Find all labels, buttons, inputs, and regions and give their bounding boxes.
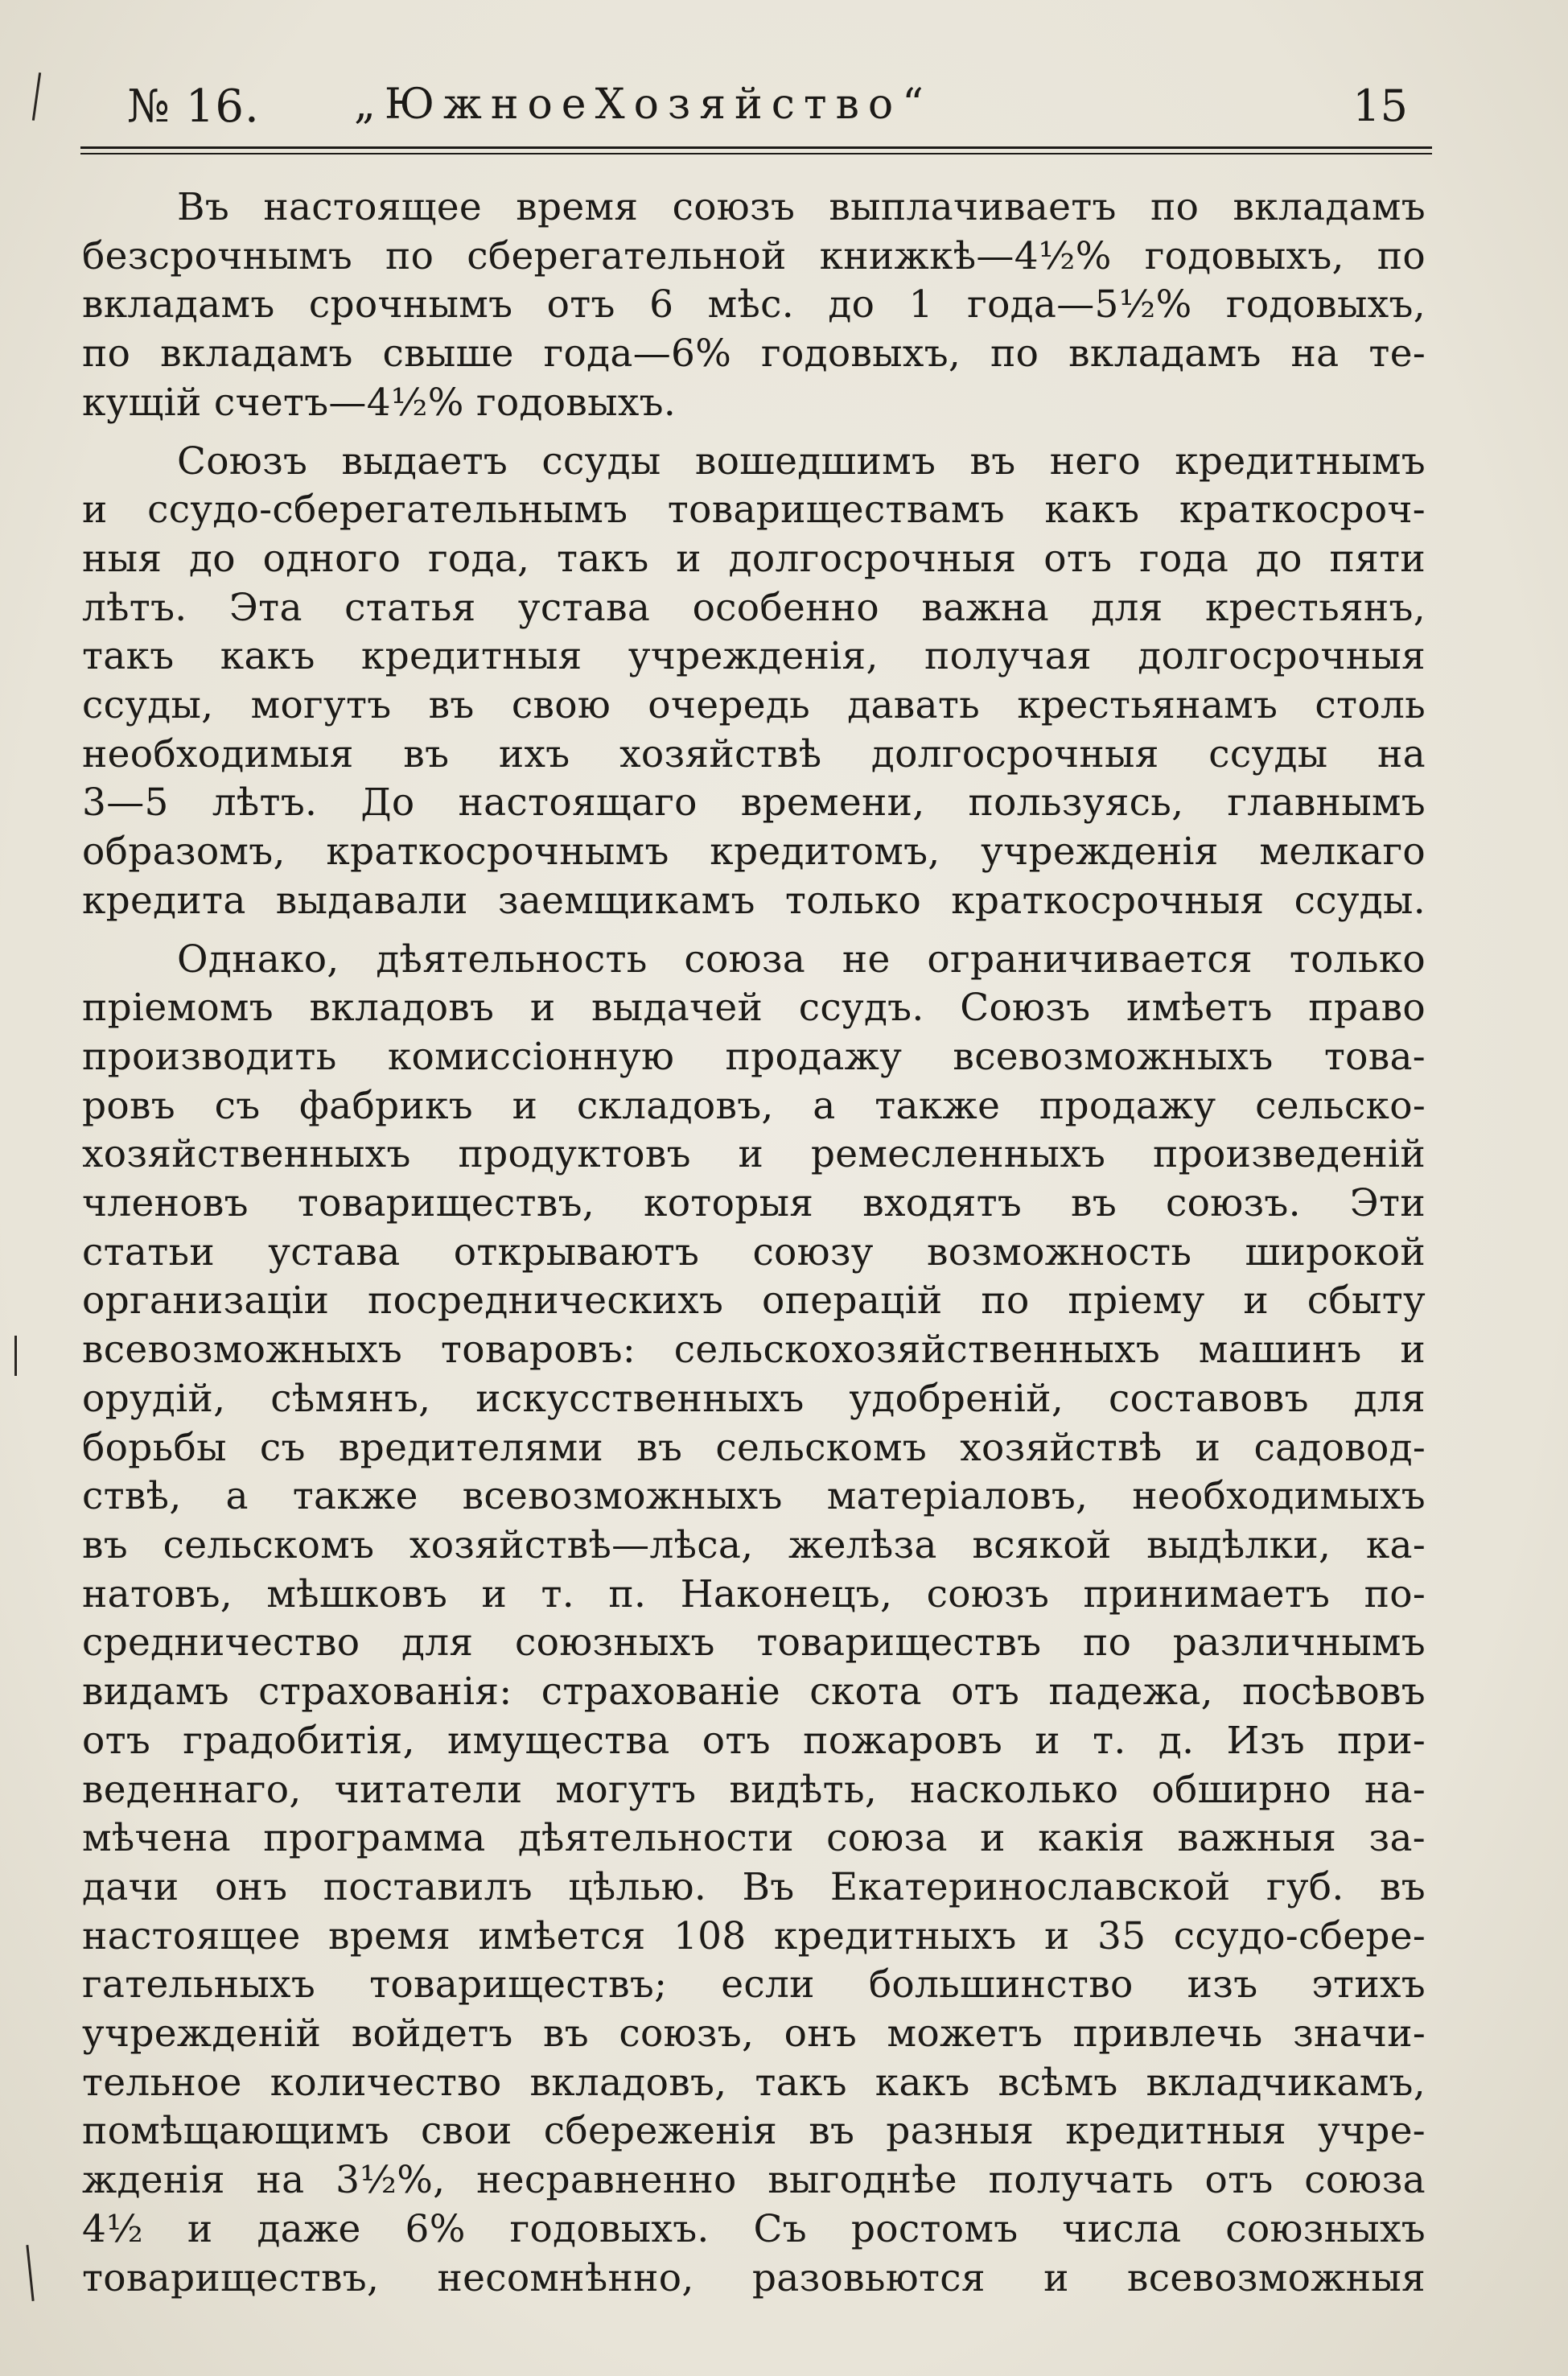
text-line: кущій счетъ—4½% годовыхъ. — [82, 380, 677, 425]
text-line: ссуды, могутъ въ свою очередь давать крестьянамъ столь — [82, 683, 1426, 728]
text-line: организаціи посредническихъ операцій по пріему и сбыту — [82, 1279, 1426, 1324]
text-line: кредита выдавали заемщикамъ только краткосрочныя ссуды. — [82, 878, 1426, 923]
text-line: ствѣ, а также всевозможныхъ матеріаловъ, необходимыхъ — [82, 1474, 1426, 1519]
journal-title: „ЮжноеХозяйство“ — [354, 80, 932, 129]
margin-mark-top — [32, 72, 41, 121]
text-line: такъ какъ кредитныя учрежденія, получая долгосрочныя — [82, 634, 1426, 679]
text-line: ныя до одного года, такъ и долгосрочныя отъ года до пяти — [82, 536, 1426, 581]
text-line: дачи онъ поставилъ цѣлью. Въ Екатеринославской губ. въ — [82, 1864, 1426, 1909]
text-line: тельное количество вкладовъ, такъ какъ всѣмъ вкладчикамъ, — [82, 2060, 1426, 2105]
text-line: гательныхъ товариществъ; если большинство изъ этихъ — [82, 1962, 1426, 2007]
text-line: веденнаго, читатели могутъ видѣть, насколько обширно на- — [82, 1767, 1426, 1812]
text-line: образомъ, краткосрочнымъ кредитомъ, учрежденія мелкаго — [82, 830, 1426, 875]
text-line: товариществъ, несомнѣнно, разовьются и всевозможныя — [82, 2255, 1426, 2300]
text-line: лѣтъ. Эта статья устава особенно важна для крестьянъ, — [82, 585, 1426, 630]
text-line: необходимыя въ ихъ хозяйствѣ долгосрочныя ссуды на — [82, 731, 1426, 776]
text-line: борьбы съ вредителями въ сельскомъ хозяйствѣ и садовод- — [82, 1425, 1426, 1470]
text-line: жденія на 3½%, несравненно выгоднѣе получать отъ союза — [82, 2158, 1426, 2203]
text-line: пріемомъ вкладовъ и выдачей ссудъ. Союзъ имѣетъ право — [82, 986, 1426, 1031]
text-line: всевозможныхъ товаровъ: сельскохозяйственныхъ машинъ и — [82, 1328, 1426, 1373]
text-line: учрежденій войдетъ въ союзъ, онъ можетъ привлечь значи- — [82, 2012, 1426, 2057]
issue-number: № 16. — [127, 80, 260, 133]
text-line: орудій, сѣмянъ, искусственныхъ удобреній, составовъ для — [82, 1376, 1426, 1421]
text-line: хозяйственныхъ продуктовъ и ремесленныхъ произведеній — [82, 1132, 1426, 1177]
header-rule-thick — [80, 146, 1432, 149]
paragraph-3 — [82, 936, 1426, 2304]
header-rule-thin — [80, 153, 1432, 154]
text-line: безсрочнымъ по сберегательной книжкѣ—4½% годовыхъ, по — [82, 233, 1426, 278]
text-line: ровъ съ фабрикъ и складовъ, а также продажу сельско- — [82, 1083, 1426, 1128]
text-line: средничество для союзныхъ товариществъ по различнымъ — [82, 1620, 1426, 1666]
text-line: видамъ страхованія: страхованіе скота отъ падежа, посѣвовъ — [82, 1670, 1426, 1715]
text-line: Однако, дѣятельность союза не ограничивается только — [177, 937, 1426, 982]
article-body — [82, 183, 1426, 2312]
text-line: вкладамъ срочнымъ отъ 6 мѣс. до 1 года—5½% годовыхъ, — [82, 282, 1426, 327]
text-line: Союзъ выдаетъ ссуды вошедшимъ въ него кредитнымъ — [177, 439, 1426, 484]
text-line: производить комиссіонную продажу всевозможныхъ това- — [82, 1034, 1426, 1079]
text-line: по вкладамъ свыше года—6% годовыхъ, по вкладамъ на те- — [82, 331, 1426, 377]
text-line: настоящее время имѣется 108 кредитныхъ и 35 ссудо-сбере- — [82, 1913, 1426, 1958]
margin-mark-bottom — [26, 2245, 34, 2301]
text-line: 4½ и даже 6% годовыхъ. Съ ростомъ числа союзныхъ — [82, 2206, 1426, 2251]
text-line: статьи устава открываютъ союзу возможность широкой — [82, 1229, 1426, 1274]
margin-mark-middle — [14, 1336, 17, 1376]
text-line: въ сельскомъ хозяйствѣ—лѣса, желѣза всякой выдѣлки, ка- — [82, 1522, 1426, 1567]
text-line: отъ градобитія, имущества отъ пожаровъ и т. д. Изъ при- — [82, 1718, 1426, 1763]
paragraph-1 — [82, 183, 1426, 428]
paragraph-2 — [82, 438, 1426, 926]
text-line: и ссудо-сберегательнымъ товариществамъ какъ краткосроч- — [82, 488, 1426, 533]
text-line: натовъ, мѣшковъ и т. п. Наконецъ, союзъ принимаетъ по- — [82, 1571, 1426, 1616]
text-line: мѣчена программа дѣятельности союза и какія важныя за- — [82, 1816, 1426, 1861]
page-number: 15 — [1352, 80, 1408, 131]
text-line: помѣщающимъ свои сбереженія въ разныя кредитныя учре- — [82, 2109, 1426, 2154]
text-line: Въ настоящее время союзъ выплачиваетъ по вкладамъ — [177, 185, 1426, 229]
text-line: членовъ товариществъ, которыя входятъ въ союзъ. Эти — [82, 1181, 1426, 1226]
text-line: 3—5 лѣтъ. До настоящаго времени, пользуясь, главнымъ — [82, 780, 1426, 826]
running-header — [80, 74, 1408, 138]
